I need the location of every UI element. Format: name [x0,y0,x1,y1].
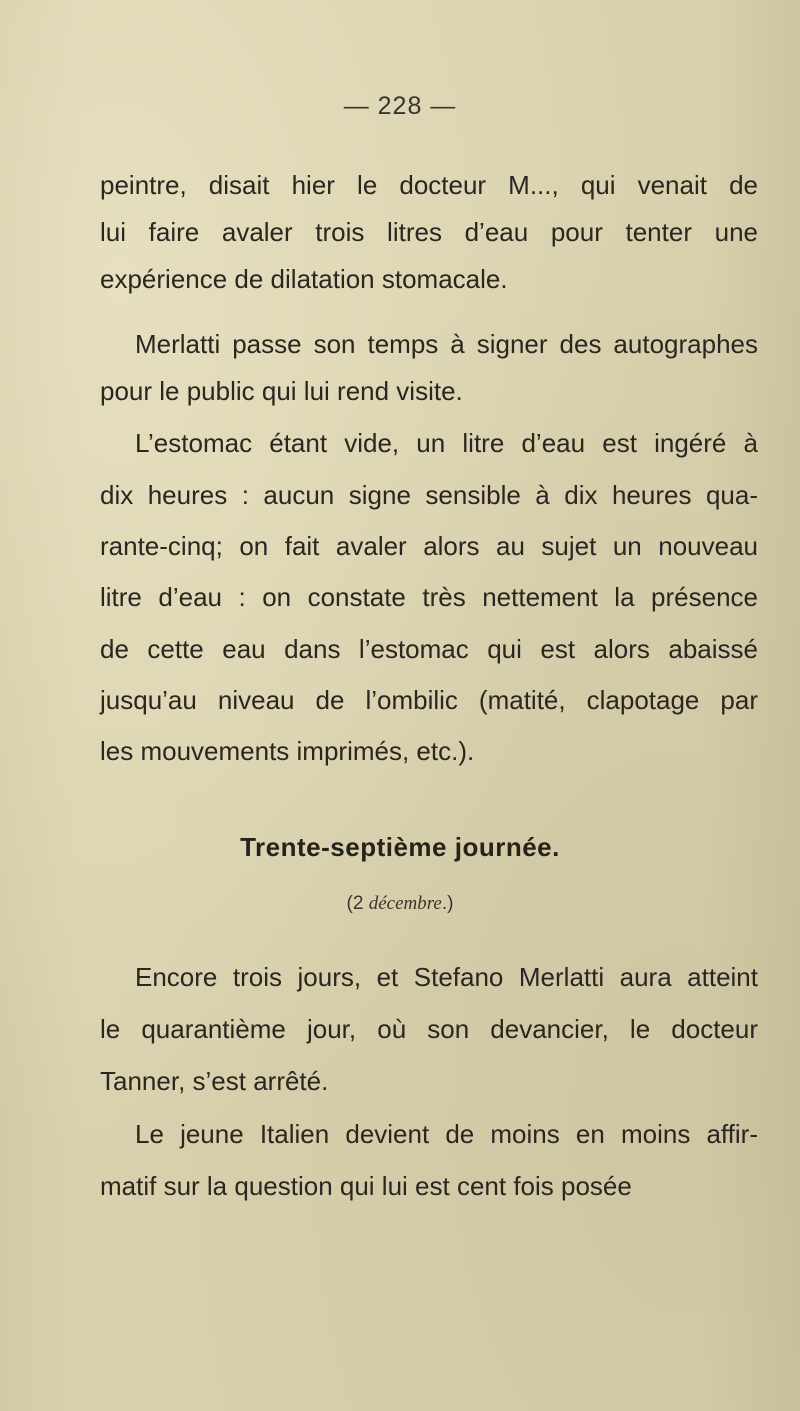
date-day: 2 [352,893,369,914]
section-heading: Trente-septième journée. [240,832,560,862]
date-close: .) [441,893,454,914]
date-month: décembre [368,893,442,914]
text-line: peintre, disait hier le docteur M..., qui venait de [100,170,758,200]
text-line: dix heures : aucun signe sensible à dix heures qua- [100,480,758,510]
text-line: les mouvements imprimés, etc.). [100,736,475,766]
text-line: litre d’eau : on constate très nettement la présence [100,582,758,612]
date-open-paren: ( [346,893,353,914]
text-line: L’estomac étant vide, un litre d’eau est ingéré à [135,428,758,458]
text-line: matif sur la question qui lui est cent fois posée [100,1171,632,1201]
text-line: pour le public qui lui rend visite. [100,376,463,406]
text-line: lui faire avaler trois litres d’eau pour tenter une [100,217,758,247]
text-line: rante-cinq; on fait avaler alors au sujet un nouveau [100,531,758,561]
text-line: expérience de dilatation stomacale. [100,264,508,294]
text-line: Merlatti passe son temps à signer des autographes [135,329,758,359]
page-number: — 228 — [343,92,457,120]
text-line: de cette eau dans l’estomac qui est alors abaissé [100,634,758,664]
text-line: Le jeune Italien devient de moins en moins affir- [135,1119,758,1149]
text-line: le quarantième jour, où son devancier, le docteur [100,1014,758,1044]
text-line: jusqu’au niveau de l’ombilic (matité, clapotage par [100,685,758,715]
section-date [0,893,800,915]
text-line: Encore trois jours, et Stefano Merlatti aura atteint [135,962,758,992]
text-line: Tanner, s’est arrêté. [100,1066,329,1096]
